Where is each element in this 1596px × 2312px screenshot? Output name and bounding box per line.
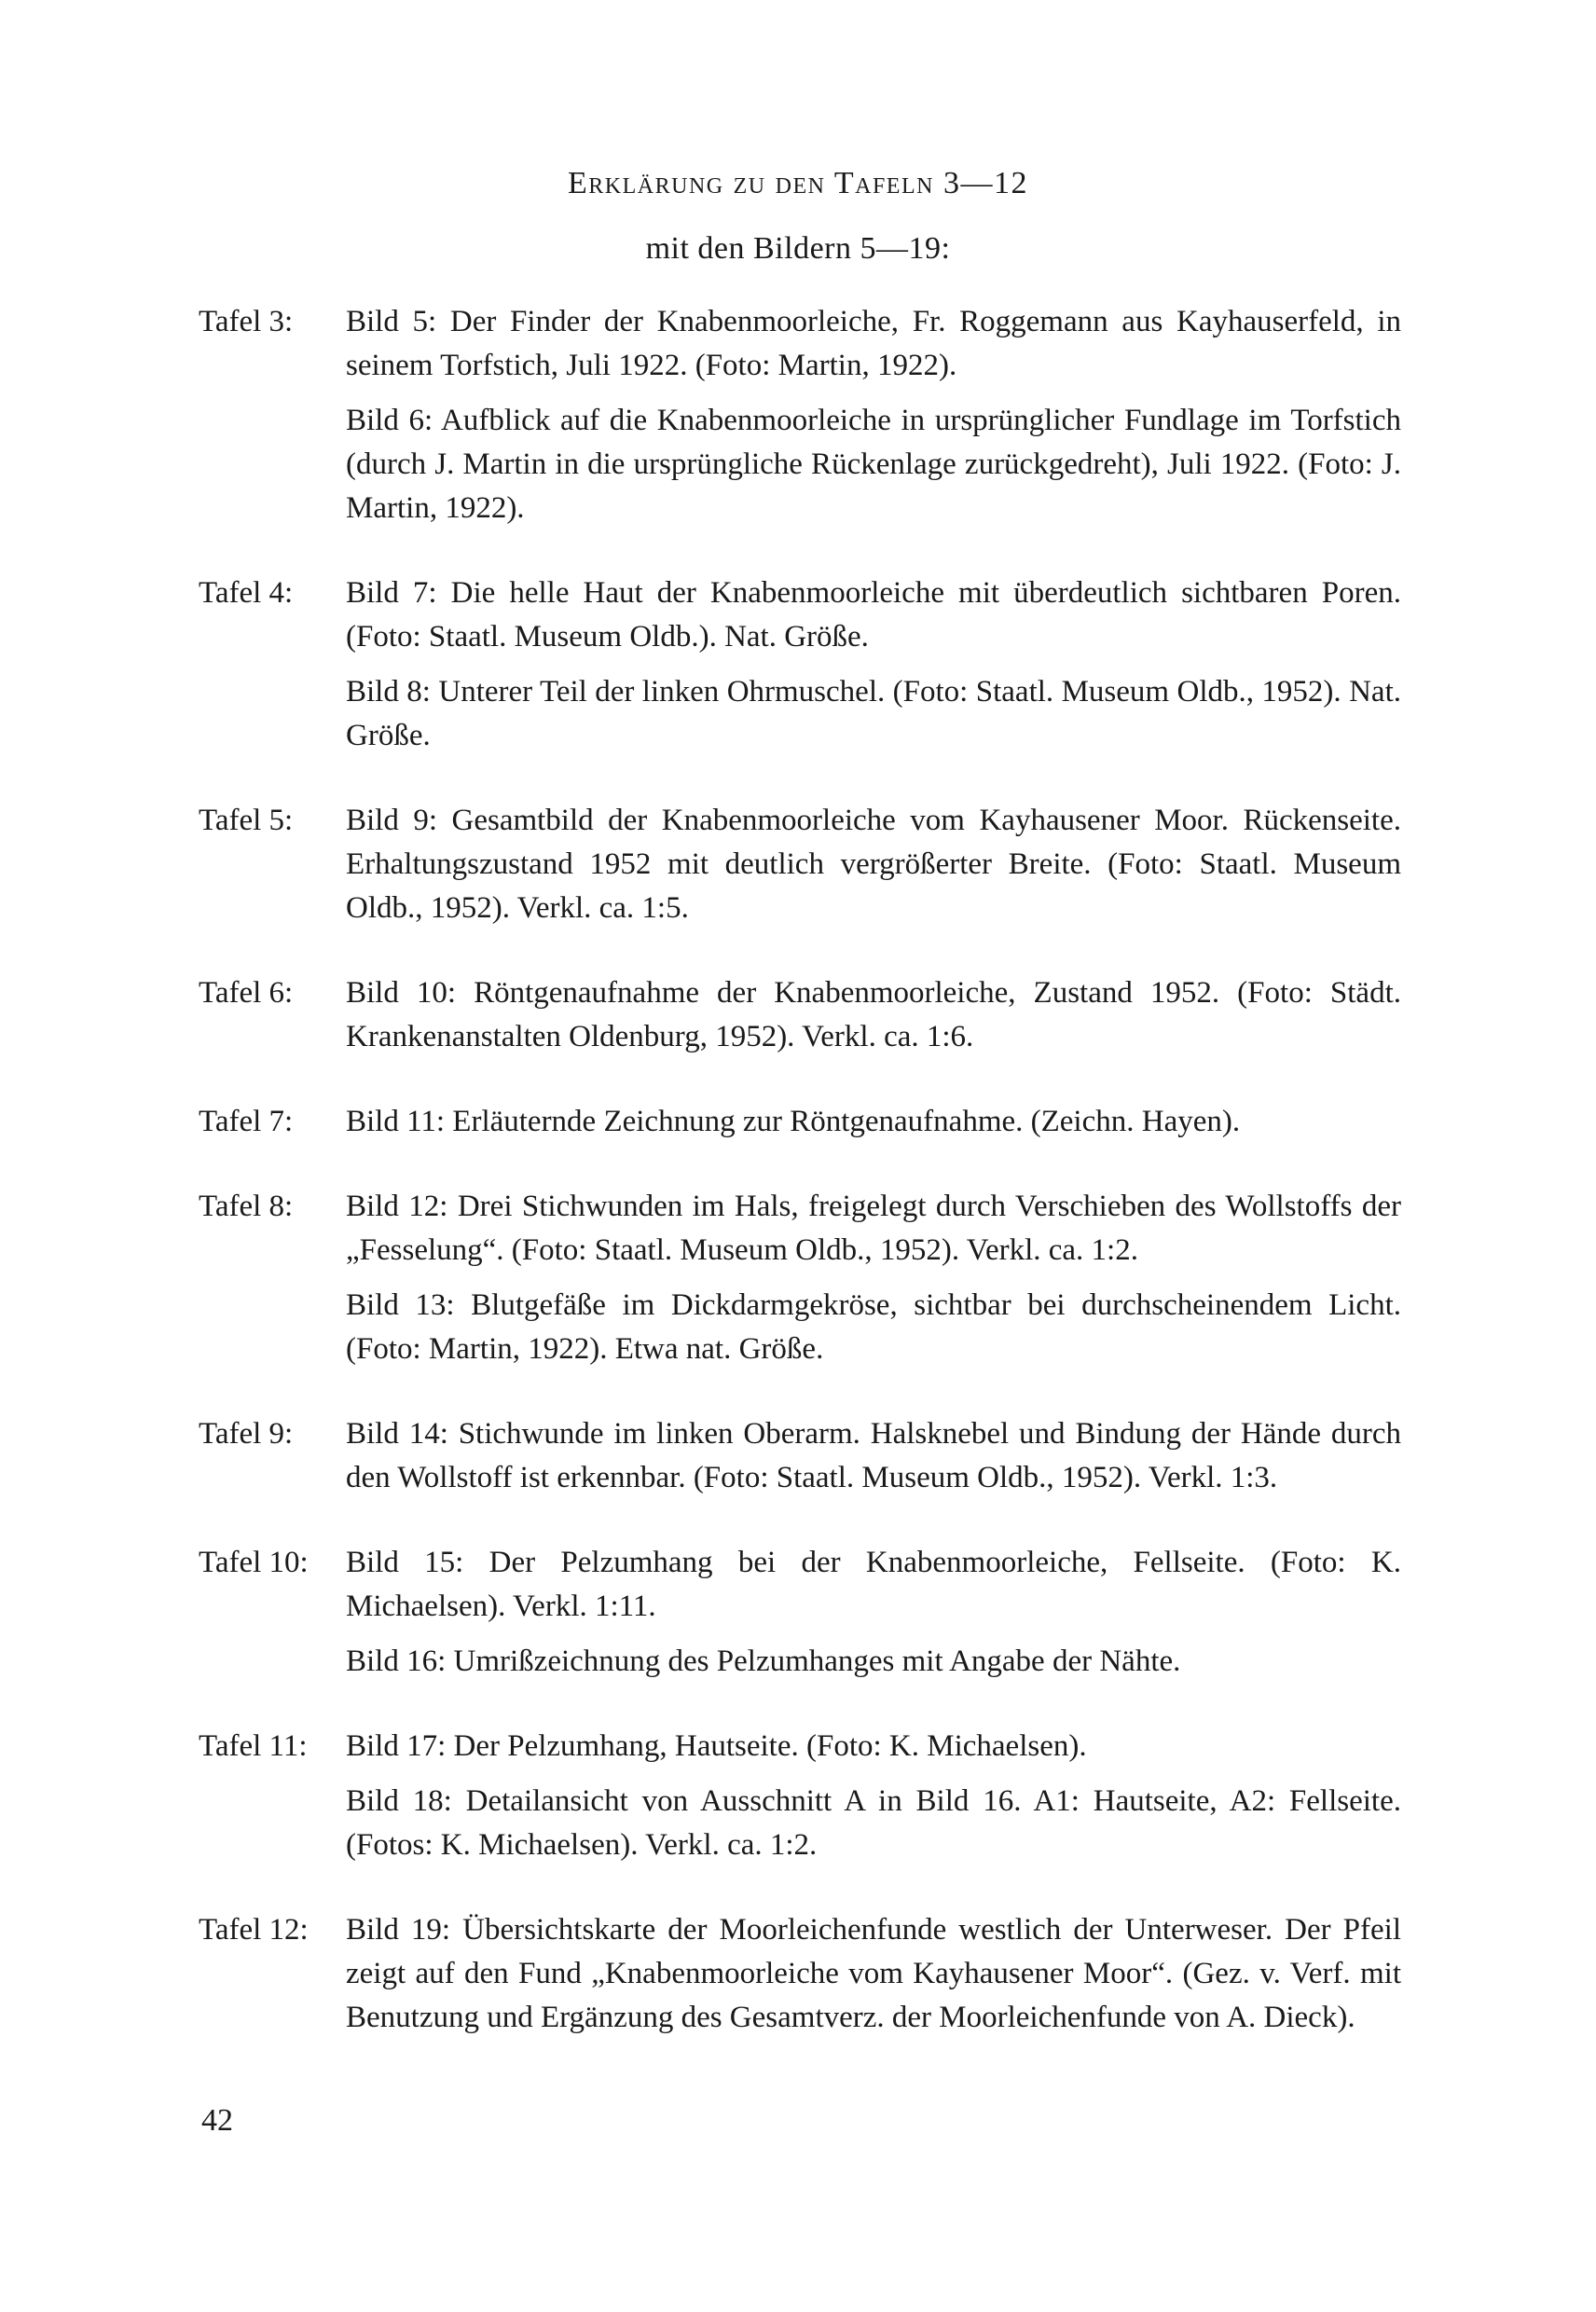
figure-caption: Bild 6: Aufblick auf die Knabenmoorleiche in ursprünglicher Fundlage im Torfstich (durch J. Martin in die ursprüngliche Rückenlage zurückgedreht), Juli 1922. (Foto: J. Martin, 1922).	[346, 404, 1401, 525]
page-subheading: mit den Bildern 5—19:	[645, 231, 951, 266]
figure-caption: Bild 10: Röntgenaufnahme der Knabenmoorleiche, Zustand 1952. (Foto: Städt. Krankenanstalten Oldenburg, 1952). Verkl. ca. 1:6.	[346, 976, 1401, 1053]
figure-caption: Bild 7: Die helle Haut der Knabenmoorleiche mit überdeutlich sichtbaren Poren. (Foto: Staatl. Museum Oldb.). Nat. Größe.	[346, 576, 1401, 654]
plate-label: Tafel 3:	[199, 305, 294, 338]
figure-caption: Bild 8: Unterer Teil der linken Ohrmuschel. (Foto: Staatl. Museum Oldb., 1952). Nat. Größe.	[346, 675, 1401, 752]
plate-label: Tafel 12:	[199, 1913, 309, 1947]
figure-caption: Bild 18: Detailansicht von Ausschnitt A in Bild 16. A1: Hautseite, A2: Fellseite. (Fotos: K. Michaelsen). Verkl. ca. 1:2.	[346, 1784, 1401, 1862]
plate-captions	[346, 1185, 1401, 1371]
figure-caption: Bild 13: Blutgefäße im Dickdarmgekröse, sichtbar bei durchscheinendem Licht. (Foto: Martin, 1922). Etwa nat. Größe.	[346, 1288, 1401, 1366]
figure-caption: Bild 15: Der Pelzumhang bei der Knabenmoorleiche, Fellseite. (Foto: K. Michaelsen). Verkl. 1:11.	[346, 1546, 1401, 1623]
plate-captions	[346, 571, 1401, 758]
page-number: 42	[201, 2103, 233, 2138]
plate-entry	[199, 1541, 1401, 1684]
page-heading: Erklärung zu den Tafeln 3—12	[568, 166, 1028, 200]
plate-entry	[199, 1100, 1401, 1144]
plate-captions	[346, 971, 1401, 1059]
plate-entry	[199, 1412, 1401, 1500]
plate-label: Tafel 9:	[199, 1417, 294, 1451]
plate-explanations	[199, 300, 1401, 2081]
plate-entry	[199, 1908, 1401, 2040]
plate-label: Tafel 5:	[199, 804, 294, 837]
figure-caption: Bild 12: Drei Stichwunden im Hals, freigelegt durch Verschieben des Wollstoffs der „Fesselung“. (Foto: Staatl. Museum Oldb., 1952). Verkl. ca. 1:2.	[346, 1190, 1401, 1267]
plate-label: Tafel 6:	[199, 976, 294, 1010]
plate-entry	[199, 1725, 1401, 1867]
plate-captions	[346, 799, 1401, 930]
plate-captions	[346, 1412, 1401, 1500]
plate-label: Tafel 8:	[199, 1190, 294, 1223]
plate-captions	[346, 1541, 1401, 1684]
plate-entry	[199, 1185, 1401, 1371]
plate-entry	[199, 300, 1401, 530]
plate-captions	[346, 1725, 1401, 1867]
plate-captions	[346, 1100, 1401, 1144]
plate-entry	[199, 799, 1401, 930]
figure-caption: Bild 11: Erläuternde Zeichnung zur Röntgenaufnahme. (Zeichn. Hayen).	[346, 1105, 1241, 1138]
plate-captions	[346, 300, 1401, 530]
figure-caption: Bild 17: Der Pelzumhang, Hautseite. (Foto: K. Michaelsen).	[346, 1729, 1087, 1763]
plate-captions	[346, 1908, 1401, 2040]
figure-caption: Bild 14: Stichwunde im linken Oberarm. Halsknebel und Bindung der Hände durch den Wollstoff ist erkennbar. (Foto: Staatl. Museum Oldb., 1952). Verkl. 1:3.	[346, 1417, 1401, 1494]
figure-caption: Bild 9: Gesamtbild der Knabenmoorleiche vom Kayhausener Moor. Rückenseite. Erhaltungszustand 1952 mit deutlich vergrößerter Breite. (Foto: Staatl. Museum Oldb., 1952). Verkl. ca. 1:5.	[346, 804, 1401, 925]
figure-caption: Bild 16: Umrißzeichnung des Pelzumhanges mit Angabe der Nähte.	[346, 1645, 1181, 1678]
figure-caption: Bild 5: Der Finder der Knabenmoorleiche, Fr. Roggemann aus Kayhauserfeld, in seinem Torfstich, Juli 1922. (Foto: Martin, 1922).	[346, 305, 1401, 382]
plate-label: Tafel 7:	[199, 1105, 294, 1138]
plate-label: Tafel 10:	[199, 1546, 309, 1579]
figure-caption: Bild 19: Übersichtskarte der Moorleichenfunde westlich der Unterweser. Der Pfeil zeigt auf den Fund „Knabenmoorleiche vom Kayhausener Moor“. (Gez. v. Verf. mit Benutzung und Ergänzung des Gesamtverz. der Moorleichenfunde von A. Dieck).	[346, 1913, 1401, 2034]
plate-label: Tafel 4:	[199, 576, 294, 610]
plate-entry	[199, 571, 1401, 758]
plate-entry	[199, 971, 1401, 1059]
plate-label: Tafel 11:	[199, 1729, 308, 1763]
